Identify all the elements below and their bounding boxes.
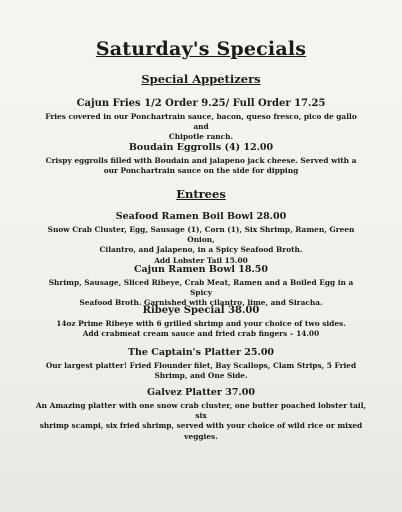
item-description-line: Crispy eggrolls filled with Boudain and jalapeno jack cheese. Served with a	[45, 156, 357, 165]
menu-item-cajun-ramen	[40, 264, 362, 309]
item-description-line: Shrimp, and One Side.	[154, 371, 248, 381]
item-description-line: Shrimp, Sausage, Sliced Ribeye, Crab Meat, Ramen and a Boiled Egg in a Spicy	[48, 278, 354, 298]
item-name: Ribeye Special 38.00	[142, 305, 260, 316]
item-description-line: Cilantro, and Jalapeno, in a Spicy Seafood Broth.	[99, 245, 303, 255]
section-heading-entrees: Entrees	[176, 187, 226, 201]
menu-item-captains-platter	[40, 347, 362, 381]
item-description-line: An Amazing platter with one snow crab cluster, one butter poached lobster tail, six	[35, 401, 367, 421]
item-description-line: Chipotle ranch.	[168, 132, 234, 142]
item-description-line: 14oz Prime Ribeye with 6 grilled shrimp and your choice of two sides.	[56, 319, 346, 328]
section-heading-appetizers: Special Appetizers	[141, 72, 261, 86]
item-description	[40, 156, 362, 176]
item-description	[40, 112, 362, 143]
item-name: The Captain's Platter 25.00	[127, 347, 275, 358]
item-description	[40, 361, 362, 381]
menu-title: Saturday's Specials	[95, 38, 307, 60]
item-name: Cajun Ramen Bowl 18.50	[133, 264, 269, 275]
item-description	[40, 319, 362, 339]
item-description-line: Seafood Broth. Garnished with cilantro, lime, and Siracha.	[79, 298, 323, 308]
item-description	[34, 225, 368, 266]
item-name: Seafood Ramen Boil Bowl 28.00	[115, 211, 287, 222]
item-description-line: shrimp scampi, six fried shrimp, served with your choice of wild rice or mixed	[39, 421, 363, 431]
item-name: Boudain Eggrolls (4) 12.00	[128, 142, 274, 153]
item-name: Galvez Platter 37.00	[147, 387, 255, 398]
menu-item-boudain-eggrolls	[40, 142, 362, 176]
item-description-line: Snow Crab Cluster, Egg, Sausage (1), Corn (1), Six Shrimp, Ramen, Green Onion,	[47, 225, 355, 245]
item-description-line: Add Lobster Tail 15.00	[154, 255, 248, 265]
item-description-line: our Ponchartrain sauce on the side for dipping	[103, 166, 299, 176]
menu-item-galvez-platter	[35, 387, 367, 442]
item-description-line: Add crabmeat cream sauce and fried crab fingers – 14.00	[82, 329, 320, 339]
item-description	[34, 401, 368, 442]
item-name: Cajun Fries 1/2 Order 9.25/ Full Order 17.25	[76, 98, 326, 109]
item-description-line: Our largest platter! Fried Flounder filet, Bay Scallops, Clam Strips, 5 Fried	[45, 361, 357, 370]
menu-item-ribeye-special	[40, 305, 362, 339]
menu-item-cajun-fries	[40, 98, 362, 143]
item-description-line: Fries covered in our Ponchartrain sauce, bacon, queso fresco, pico de gallo and	[45, 112, 357, 132]
item-description-line: veggies.	[184, 431, 218, 441]
menu-item-seafood-ramen-boil	[40, 211, 362, 266]
